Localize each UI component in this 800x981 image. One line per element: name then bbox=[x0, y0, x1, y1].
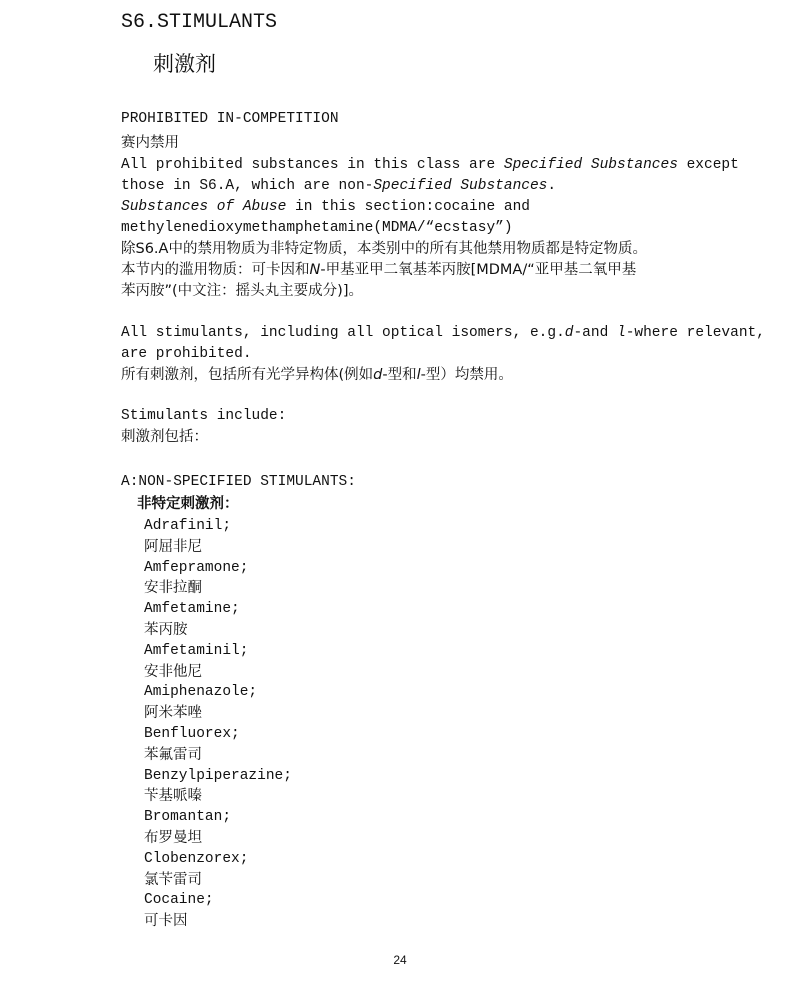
substance-name: Clobenzorex; bbox=[144, 850, 249, 867]
substance-name: Amiphenazole; bbox=[144, 684, 258, 701]
italic-term: Specified Substances bbox=[373, 178, 548, 194]
page-number: 24 bbox=[393, 953, 407, 967]
prohibited-line-3 bbox=[121, 197, 530, 217]
substance-name-cn: 布罗曼坦 bbox=[144, 829, 202, 846]
isomers-cn-line bbox=[121, 365, 513, 385]
substance-name: Adrafinil; bbox=[144, 518, 232, 534]
italic-term: Substances of Abuse bbox=[121, 199, 287, 215]
prohibited-cn-line-2 bbox=[121, 260, 636, 280]
substance-name-cn: 氯苄雷司 bbox=[144, 871, 202, 888]
text-run: in this section:cocaine and bbox=[286, 199, 530, 215]
italic-term: l bbox=[416, 367, 421, 383]
substance-name-cn: 安非拉酮 bbox=[144, 580, 202, 597]
text-run: -型和 bbox=[382, 367, 417, 383]
substance-name-cn: 安非他尼 bbox=[144, 663, 202, 680]
section-title-cn: 刺激剂 bbox=[153, 52, 216, 76]
include-label: Stimulants include: bbox=[121, 408, 287, 424]
prohibited-cn-line-1: 除S6.A中的禁用物质为非特定物质，本类别中的所有其他禁用物质都是特定物质。 bbox=[121, 241, 647, 257]
text-run: -and bbox=[573, 325, 617, 341]
italic-term: N bbox=[309, 262, 321, 278]
prohibited-heading: PROHIBITED IN-COMPETITION bbox=[121, 111, 339, 127]
section-a-heading: A:NON-SPECIFIED STIMULANTS: bbox=[121, 474, 356, 490]
substance-name-cn: 苯氟雷司 bbox=[144, 746, 202, 763]
text-run: except bbox=[677, 157, 739, 173]
text-run: All stimulants, including all optical isomers, e.g. bbox=[121, 325, 565, 341]
text-run: 本节内的滥用物质：可卡因和 bbox=[121, 262, 310, 278]
text-run: 所有刺激剂，包括所有光学异构体(例如 bbox=[121, 367, 374, 383]
section-title: S6.STIMULANTS bbox=[121, 11, 278, 34]
italic-term: d bbox=[373, 367, 383, 383]
substance-name: Benfluorex; bbox=[144, 725, 240, 742]
substance-name-cn: 阿屈非尼 bbox=[144, 538, 202, 555]
prohibited-cn-line-3: 苯丙胺”(中文注：摇头丸主要成分)]。 bbox=[121, 283, 363, 299]
substance-name-cn: 阿米苯唑 bbox=[144, 705, 202, 722]
text-run: -where relevant, bbox=[625, 325, 765, 341]
italic-term: Specified Substances bbox=[503, 157, 678, 173]
prohibited-line-4: methylenedioxymethamphetamine(MDMA/“ecstasy”) bbox=[121, 220, 513, 236]
substance-name-cn: 苯丙胺 bbox=[144, 621, 188, 638]
prohibited-heading-cn: 赛内禁用 bbox=[121, 135, 179, 151]
text-run: . bbox=[547, 178, 557, 194]
text-run: those in S6.A, which are non- bbox=[121, 178, 374, 194]
substance-name-cn: 苄基哌嗪 bbox=[144, 788, 202, 805]
substance-name: Amfetaminil; bbox=[144, 642, 249, 659]
section-a-heading-cn: 非特定刺激剂： bbox=[137, 496, 239, 512]
italic-term: l bbox=[617, 325, 626, 341]
text-run: -型）均禁用。 bbox=[420, 367, 513, 383]
text-run: -甲基亚甲二氧基苯丙胺[MDMA/“亚甲基二氧甲基 bbox=[320, 262, 637, 278]
prohibited-line-1 bbox=[121, 155, 739, 175]
isomers-line-1 bbox=[121, 323, 765, 343]
isomers-line-2: are prohibited. bbox=[121, 346, 252, 362]
italic-term: d bbox=[564, 325, 574, 341]
substance-name: Amfepramone; bbox=[144, 559, 249, 576]
include-label-cn: 刺激剂包括： bbox=[121, 429, 208, 445]
text-run: All prohibited substances in this class are bbox=[121, 157, 504, 173]
substance-name: Bromantan; bbox=[144, 809, 232, 826]
substance-name: Amfetamine; bbox=[144, 601, 240, 618]
substance-name: Cocaine; bbox=[144, 892, 214, 909]
substance-name: Benzylpiperazine; bbox=[144, 767, 292, 784]
substance-name-cn: 可卡因 bbox=[144, 913, 188, 930]
substance-list bbox=[144, 516, 292, 932]
prohibited-line-2 bbox=[121, 176, 556, 196]
